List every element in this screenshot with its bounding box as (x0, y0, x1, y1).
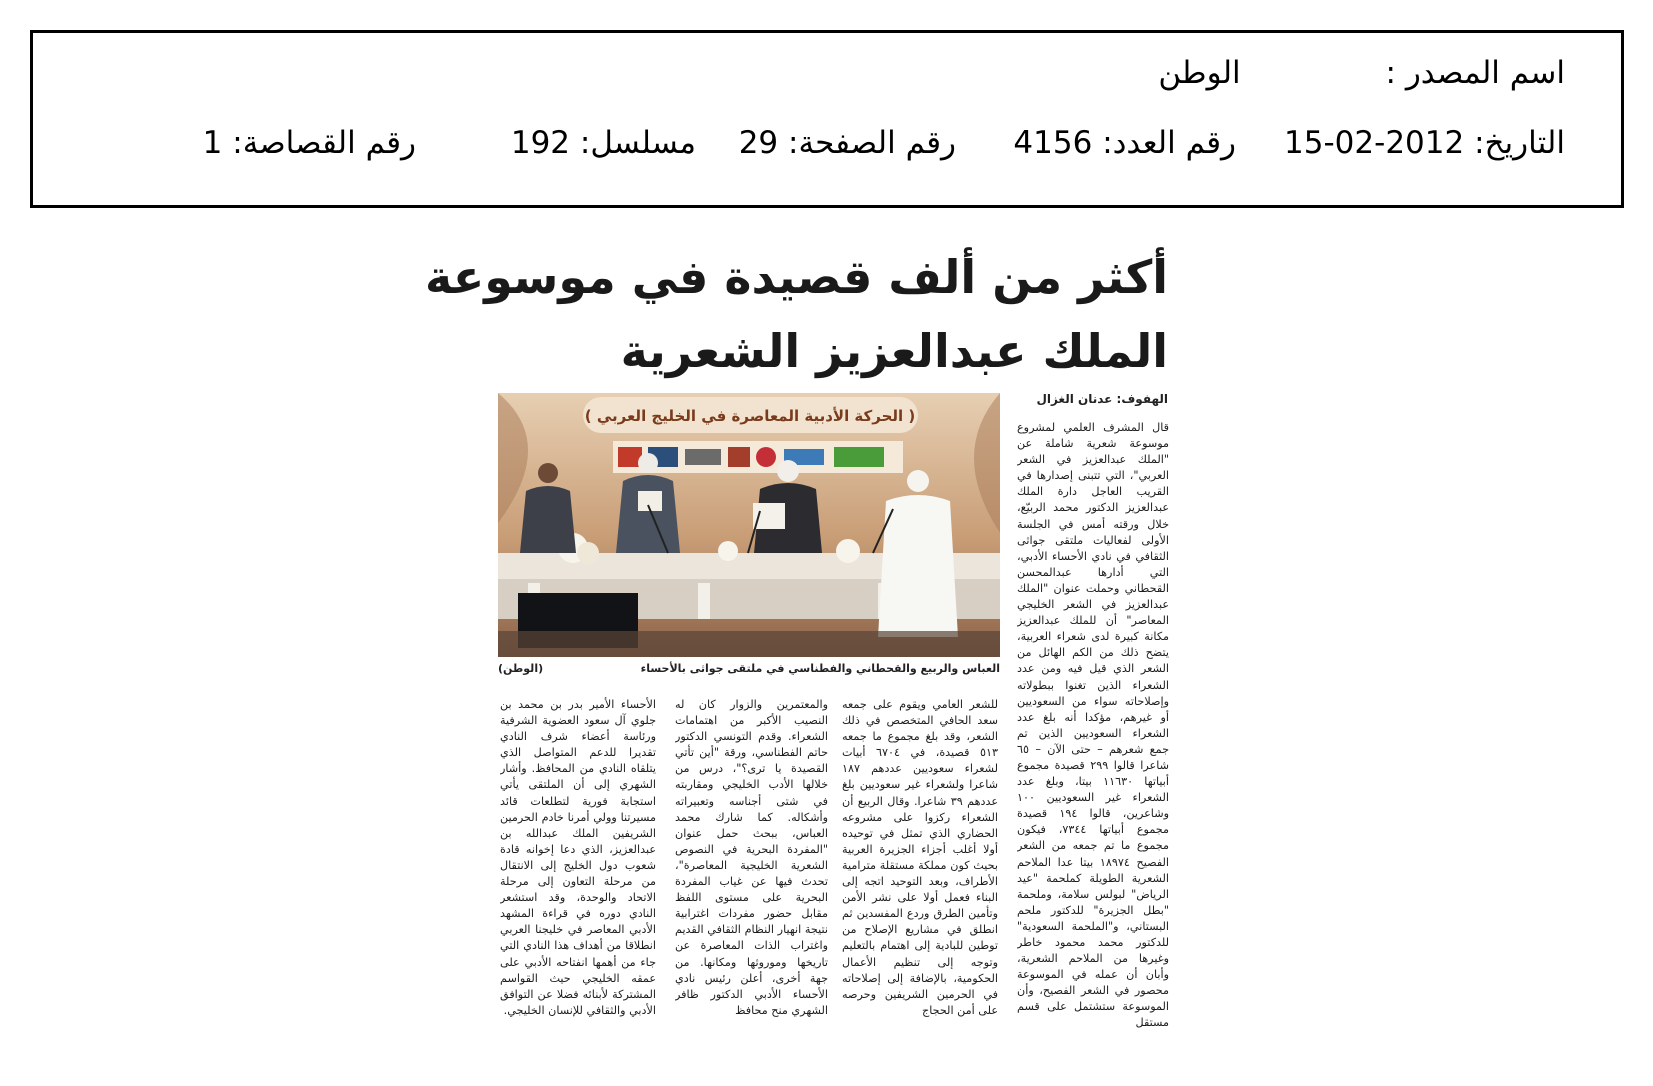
issue-value: 4156 (1013, 125, 1093, 161)
column-1-text: قال المشرف العلمي لمشروع موسوعة شعرية شاملة عن "الملك عبدالعزيز في الشعر العربي"، التي تتبنى إصدارها في القريب العاجل دارة الملك عبدالعزيز الدكتور محمد الربيّع، خلال ورقته أمس في الجلسة الأولى لفعاليات ملتقى جواثى الثقافي في نادي الأحساء الأدبي، التي أدارها عبدالمحسن القحطاني وحملت عنوان "الملك عبدالعزيز في الشعر الخليجي المعاصر" أن للملك عبدالعزيز مكانة كبيرة لدى شعراء العربية، يتضح ذلك من الكم الهائل من الشعر الذي قيل فيه ومن عدد الشعراء الذين تغنوا ببطولاته وإصلاحاته سواء من السعوديين أو غيرهم، مؤكدا أنه بلغ عدد الشعراء السعوديين الذين تم جمع شعرهم – حتى الآن – ٦٥ شاعرا قالوا ٢٩٩ قصيدة مجموع أبياتها ١١٦٣٠ بيتا، وبلغ عدد الشعراء غير السعوديين ١٠٠ وشاعرين، قالوا ١٩٤ قصيدة مجموع أبياتها ٧٣٤٤، فيكون مجموع ما تم جمعه من الشعر الفصيح ١٨٩٧٤ بيتا عدا الملاحم الشعرية الطويلة كملحمة "عيد الرياض" لبولس سلامة، وملحمة "بطل الجزيرة" للدكتور ملحم البستاني، و"الملحمة السعودية" للدكتور محمد محمود خاطر وغيرها من الملاحم الشعرية، وأبان أن عمله في الموسوعة محصور في الشعر الفصيح، وأن الموسوعة ستشتمل على قسم مستقل (1017, 421, 1169, 1030)
article-column-3 (675, 697, 828, 1065)
headline-line-2: الملك عبدالعزيز الشعرية (620, 324, 1168, 378)
date-value: 2012-02-15 (1284, 125, 1465, 161)
column-2-text: للشعر العامي ويقوم على جمعه سعد الحافي المتخصص في ذلك الشعر، وقد بلغ مجموع ما جمعه ٥١٣ قصيدة، في ٦٧٠٤ أبيات لشعراء سعوديين عددهم ١٨٧ شاعرا ولشعراء غير سعوديين بلغ عددهم ٣٩ شاعرا. وقال الربيع أن الشعراء ركزوا على مشروعه الحضاري الذي تمثل في توحيده أولا أغلب أجزاء الجزيرة العربية بحيث كون مملكة مستقلة مترامية الأطراف، وبعد التوحيد اتجه إلى البناء فعمل أولا على نشر الأمن وتأمين الطرق وردع المفسدين ثم انطلق في مشاريع الإصلاح من توطين للبادية إلى اهتمام بالتعليم وتوجه إلى تنظيم الأعمال الحكومية، بالإضافة إلى إصلاحاته في الحرمين الشريفين وحرصه على أمن الحجاج (842, 698, 998, 1017)
header-box (30, 30, 1624, 208)
article-column-1 (1017, 420, 1169, 1065)
page-value: 29 (738, 125, 779, 161)
article-photo (498, 393, 1000, 657)
issue-field (1013, 125, 1236, 161)
headline-line-1: أكثر من ألف قصيدة في موسوعة (424, 250, 1168, 304)
serial-value: 192 (510, 125, 571, 161)
caption-credit: (الوطن) (498, 662, 544, 675)
banner-text: ( الحركة الأدبية المعاصرة في الخليج العربي ) (584, 407, 916, 425)
conference-photo-illustration (498, 393, 1000, 657)
column-3-text: والمعتمرين والزوار كان له النصيب الأكبر من اهتمامات الشعراء. وقدم التونسي الدكتور حاتم الفطناسي، ورقة "أين تأتي القصيدة يا ترى؟"، درس من خلالها الأدب الخليجي ومقاربته في شتى أجناسه وتعبيراته وأشكاله. كما شارك محمد العباس، ببحث حمل عنوان "المفردة البحرية في النصوص الشعرية الخليجية المعاصرة"، تحدث فيها عن غياب المفردة البحرية على مستوى اللفظ مقابل حضور مفردات اغترابية نتيجة انهيار النظام الثقافي القديم واغتراب الذات المعاصرة عن تاريخها وموروثها ومكانها. من جهة أخرى، أعلن رئيس نادي الأحساء الأدبي الدكتور ظافر الشهري منح محافظ (675, 698, 828, 1017)
column-4-text: الأحساء الأمير بدر بن محمد بن جلوي آل سعود العضوية الشرفية ورئاسة أعضاء شرف النادي تقديرا للدعم المتواصل الذي يتلقاه النادي من المحافظ. وأشار الشهري إلى أن الملتقى يأتي استجابة فورية لتطلعات قائد مسيرتنا وولي أمرنا خادم الحرمين الشريفين الملك عبدالله بن عبدالعزيز، الذي دعا إخوانه قادة شعوب دول الخليج إلى الانتقال من مرحلة التعاون إلى مرحلة الاتحاد والوحدة، وقد استشعر النادي دوره في قراءة المشهد الأدبي المعاصر في خليجنا العربي انطلاقا من أهداف هذا النادي التي جاء من أهمها انفتاحه الأدبي على عمقه الخليجي حيث القواسم المشتركة لأبنائه فضلا عن التوافق الأدبي والثقافي للإنسان الخليجي. (500, 698, 656, 1017)
serial-field (511, 125, 696, 161)
article-column-4 (500, 697, 656, 1065)
article-headline (408, 240, 1168, 388)
meta-row (33, 125, 1621, 165)
article-column-2 (842, 697, 998, 1065)
page-label: رقم الصفحة: (788, 125, 956, 161)
date-label: التاريخ: (1474, 125, 1565, 161)
issue-label: رقم العدد: (1102, 125, 1236, 161)
serial-label: مسلسل: (579, 125, 696, 161)
byline: الهفوف: عدنان الغزال (1036, 392, 1168, 406)
page-field (739, 125, 956, 161)
date-field (1284, 125, 1565, 161)
clip-field (203, 125, 416, 161)
source-label: اسم المصدر : (1385, 55, 1565, 91)
source-value: الوطن (1158, 55, 1241, 91)
clip-value: 1 (202, 125, 223, 161)
source-row (1158, 55, 1565, 91)
clip-label: رقم القصاصة: (232, 125, 416, 161)
caption-text: العباس والربيع والقحطاني والفطناسي في ملتقى جواثى بالأحساء (640, 662, 1000, 675)
